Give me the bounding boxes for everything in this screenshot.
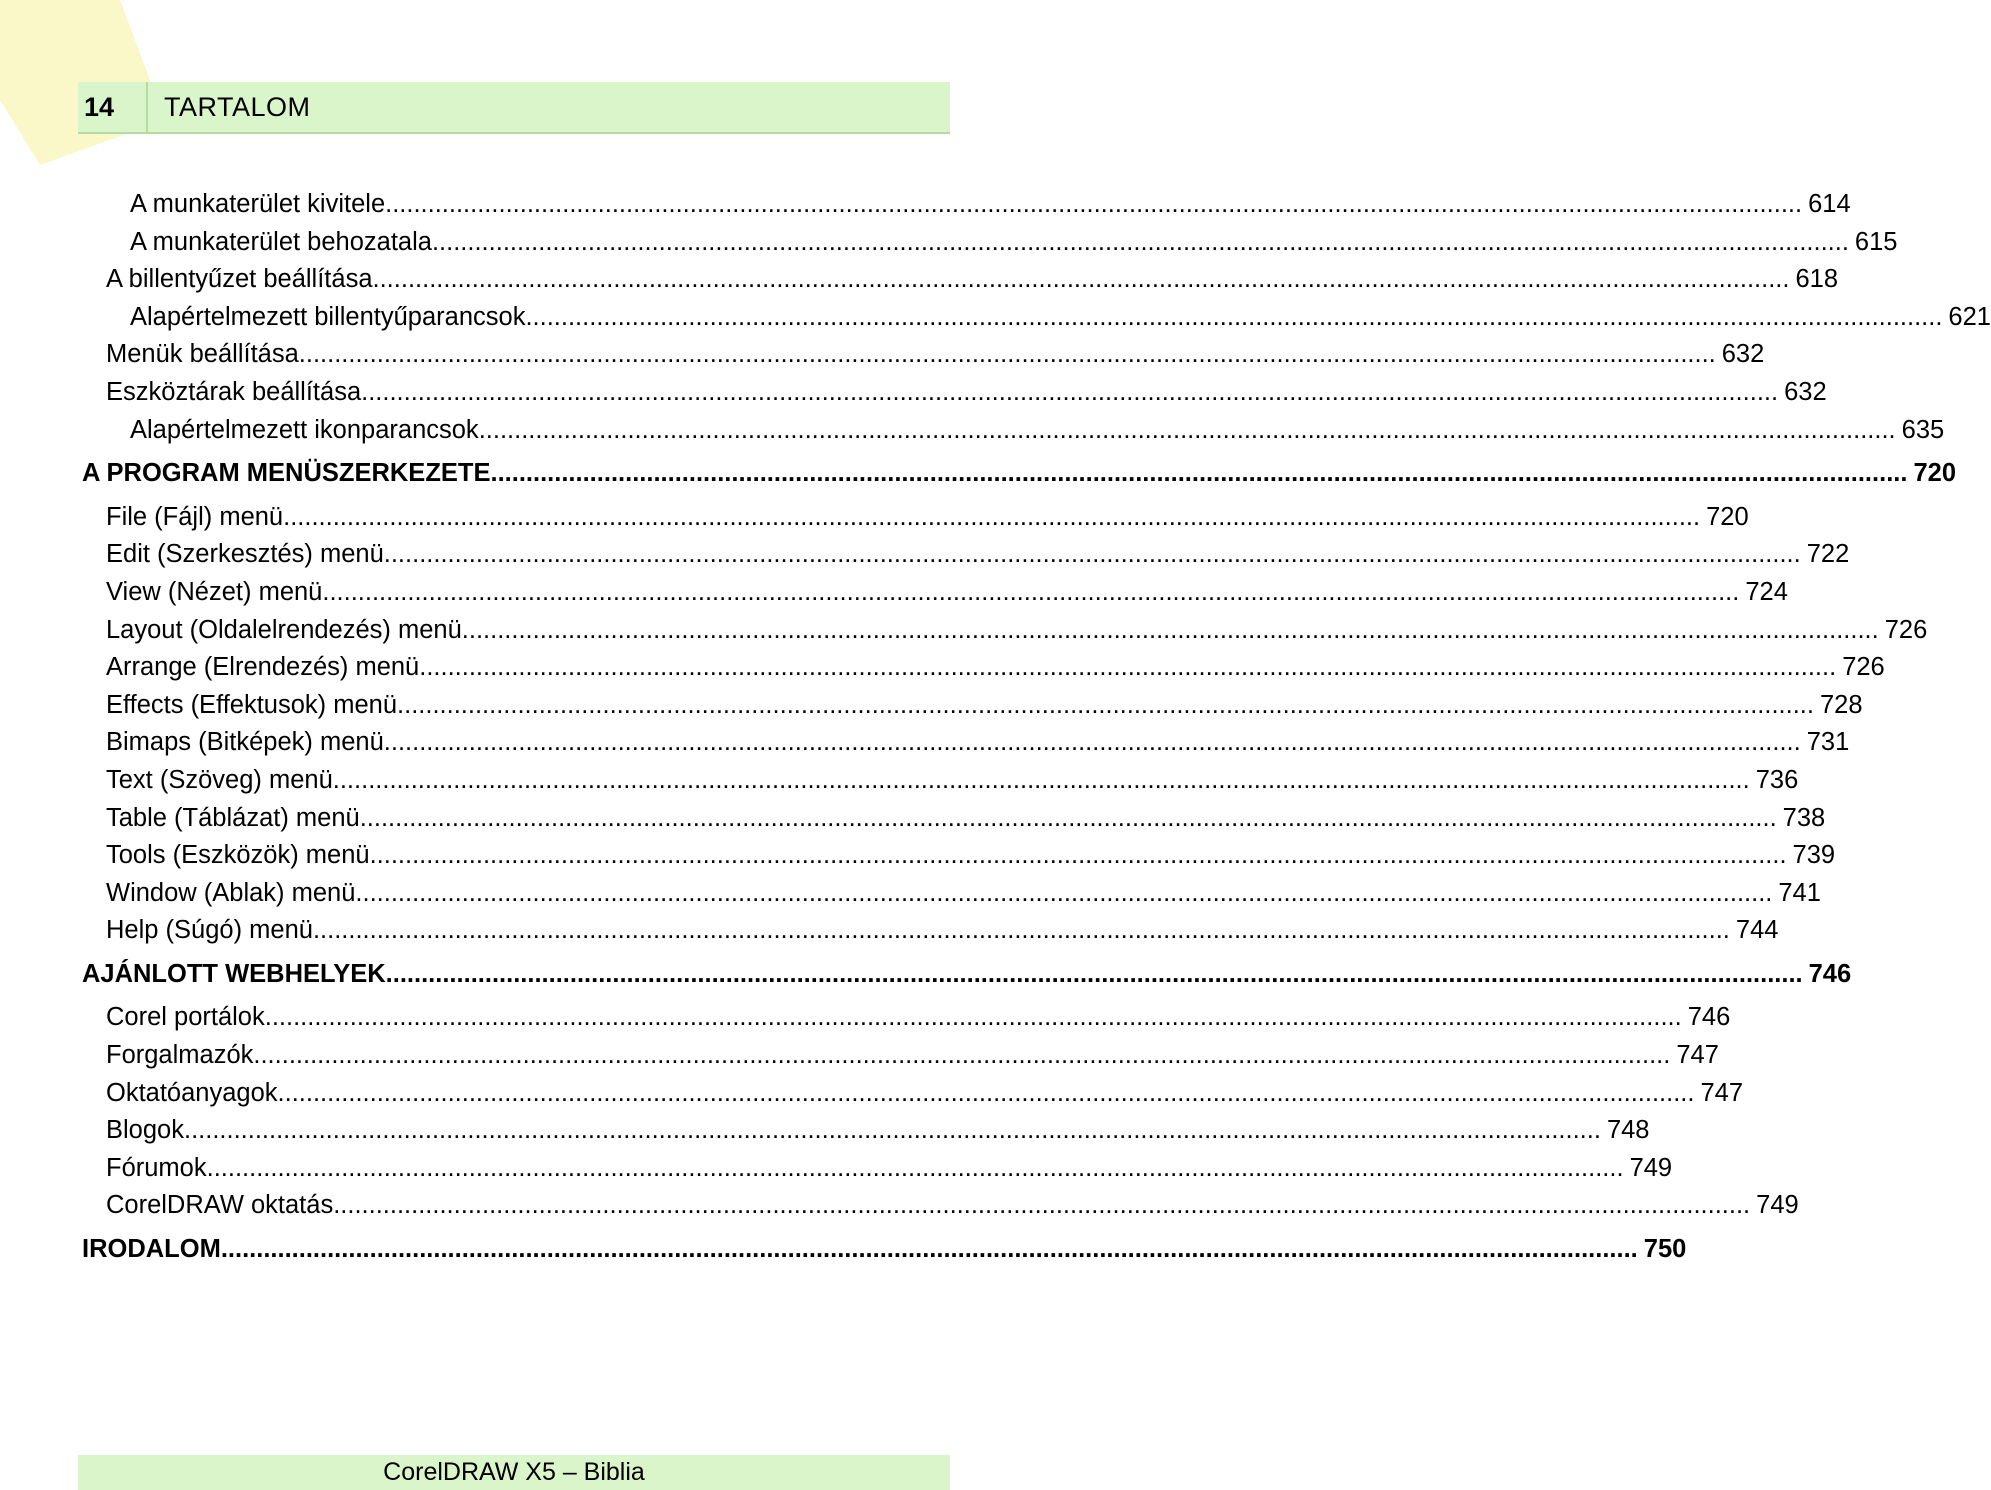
toc-entry: [0, 1037, 1719, 1075]
toc-dot-leader: ........................................................................................................................................................................................................: [431, 227, 1849, 256]
toc-dot-leader: ........................................................................................................................................................................................................: [419, 653, 1837, 682]
toc-entry: [0, 1075, 1744, 1113]
toc-entry-title: Text (Szöveg) menü: [106, 765, 333, 794]
footer-text: CorelDRAW X5 – Biblia: [383, 1458, 645, 1486]
toc-entry-page-number: 621: [1948, 302, 1991, 331]
toc-entry-page-number: 738: [1782, 803, 1826, 832]
toc-entry: [0, 837, 1836, 875]
toc-entry-title: File (Fájl) menü: [106, 502, 284, 531]
toc-dot-leader: ........................................................................................................................................................................................................: [206, 1153, 1624, 1182]
page-number: 14: [78, 82, 148, 132]
toc-entry-page-number: 750: [1643, 1235, 1687, 1264]
toc-dot-leader: ........................................................................................................................................................................................................: [264, 1003, 1682, 1032]
toc-entry-page-number: 728: [1819, 690, 1863, 719]
toc-entry-page-number: 748: [1606, 1116, 1650, 1145]
toc-entry-page-number: 749: [1756, 1191, 1799, 1220]
toc-entry-title: A PROGRAM MENÜSZERKEZETE: [82, 459, 491, 488]
toc-entry-page-number: 749: [1629, 1153, 1673, 1182]
toc-entry: [0, 912, 1779, 950]
toc-entry: [0, 724, 1850, 762]
toc-entry-page-number: 731: [1806, 728, 1850, 757]
page-header: [78, 82, 950, 134]
toc-dot-leader: ........................................................................................................................................................................................................: [220, 1235, 1638, 1264]
toc-entry: [0, 762, 1799, 800]
page-footer: [78, 1455, 950, 1490]
toc-entry-title: Eszköztárak beállítása: [106, 377, 362, 406]
toc-entry-page-number: 726: [1884, 615, 1928, 644]
toc-entry-page-number: 635: [1901, 415, 1945, 444]
toc-entry: [0, 186, 1851, 224]
toc-entry: [0, 536, 1850, 574]
toc-dot-leader: ........................................................................................................................................................................................................: [397, 690, 1814, 719]
toc-entry-title: Blogok: [106, 1116, 184, 1145]
toc-entry-title: Oktatóanyagok: [106, 1078, 278, 1107]
toc-entry-title: Menük beállítása: [106, 340, 299, 369]
toc-entry-title: Alapértelmezett ikonparancsok: [130, 415, 479, 444]
toc-entry-page-number: 722: [1806, 540, 1850, 569]
toc-dot-leader: ........................................................................................................................................................................................................: [361, 377, 1779, 406]
toc-dot-leader: ........................................................................................................................................................................................................: [383, 728, 1801, 757]
toc-entry-title: Arrange (Elrendezés) menü: [106, 653, 420, 682]
toc-entry: [0, 687, 1863, 725]
toc-entry: [0, 649, 1885, 687]
toc-entry-page-number: 736: [1755, 765, 1799, 794]
toc-entry: [0, 374, 1827, 412]
toc-entry-title: IRODALOM: [82, 1235, 221, 1264]
toc-entry: [0, 261, 1839, 299]
toc-dot-leader: ........................................................................................................................................................................................................: [298, 340, 1716, 369]
toc-entry-title: Window (Ablak) menü: [106, 878, 356, 907]
toc-entry-title: Fórumok: [106, 1153, 207, 1182]
toc-entry-page-number: 632: [1721, 340, 1765, 369]
toc-entry: [0, 336, 1765, 374]
toc-entry-title: AJÁNLOTT WEBHELYEK: [82, 959, 386, 988]
toc-entry: [0, 875, 1821, 913]
toc-section-entry: [0, 455, 1956, 493]
toc-section-entry: [0, 956, 1852, 994]
toc-dot-leader: ........................................................................................................................................................................................................: [283, 502, 1701, 531]
toc-dot-leader: ........................................................................................................................................................................................................: [359, 803, 1777, 832]
toc-entry-page-number: 720: [1913, 459, 1956, 488]
toc-dot-leader: ........................................................................................................................................................................................................: [383, 540, 1801, 569]
toc-entry-page-number: 739: [1792, 841, 1836, 870]
toc-entry: [0, 999, 1731, 1037]
toc-entry-title: Bimaps (Bitképek) menü: [106, 728, 384, 757]
toc-entry-page-number: 746: [1808, 959, 1852, 988]
header-title: TARTALOM: [164, 91, 311, 122]
toc-dot-leader: ........................................................................................................................................................................................................: [478, 415, 1896, 444]
toc-entry-page-number: 747: [1676, 1041, 1719, 1070]
toc-entry-page-number: 615: [1854, 227, 1898, 256]
toc-entry: [0, 574, 1788, 612]
toc-entry-page-number: 726: [1842, 653, 1885, 682]
toc-dot-leader: ........................................................................................................................................................................................................: [277, 1078, 1695, 1107]
toc-entry-title: Effects (Effektusok) menü: [106, 690, 398, 719]
toc-entry: [0, 499, 1749, 537]
toc-dot-leader: ........................................................................................................................................................................................................: [355, 878, 1773, 907]
toc-entry-title: Help (Súgó) menü: [106, 916, 313, 945]
toc-entry-page-number: 744: [1735, 916, 1779, 945]
toc-dot-leader: ........................................................................................................................................................................................................: [490, 459, 1908, 488]
toc-dot-leader: ........................................................................................................................................................................................................: [183, 1116, 1601, 1145]
toc-dot-leader: ........................................................................................................................................................................................................: [461, 615, 1879, 644]
toc-section-entry: [0, 1231, 1687, 1269]
toc-dot-leader: ........................................................................................................................................................................................................: [333, 1191, 1751, 1220]
toc-entry-page-number: 614: [1808, 190, 1851, 218]
toc-entry: [0, 412, 1945, 450]
toc-entry-title: A munkaterület kivitele: [130, 190, 386, 218]
toc-entry-title: CorelDRAW oktatás: [106, 1191, 334, 1220]
toc-entry-title: A munkaterület behozatala: [130, 227, 432, 256]
toc-entry-title: A billentyűzet beállítása: [106, 265, 373, 294]
toc-entry: [0, 224, 1898, 262]
table-of-contents: [0, 186, 1991, 1275]
toc-entry-page-number: 747: [1700, 1078, 1744, 1107]
toc-entry-title: Table (Táblázat) menü: [106, 803, 360, 832]
toc-entry-title: Alapértelmezett billentyűparancsok: [130, 302, 526, 331]
toc-entry: [0, 299, 1991, 337]
toc-entry-page-number: 618: [1795, 265, 1839, 294]
toc-dot-leader: ........................................................................................................................................................................................................: [525, 302, 1943, 331]
toc-entry-title: Tools (Eszközök) menü: [106, 841, 370, 870]
toc-entry-page-number: 720: [1706, 502, 1749, 531]
toc-entry-page-number: 724: [1745, 577, 1788, 606]
toc-dot-leader: ........................................................................................................................................................................................................: [369, 841, 1787, 870]
toc-entry-title: Corel portálok: [106, 1003, 265, 1032]
toc-entry: [0, 612, 1928, 650]
toc-entry-page-number: 741: [1778, 878, 1821, 907]
toc-dot-leader: ........................................................................................................................................................................................................: [372, 265, 1790, 294]
toc-entry: [0, 1150, 1673, 1188]
toc-entry-title: Edit (Szerkesztés) menü: [106, 540, 384, 569]
toc-entry-title: Layout (Oldalelrendezés) menü: [106, 615, 462, 644]
toc-dot-leader: ........................................................................................................................................................................................................: [322, 577, 1740, 606]
toc-dot-leader: ........................................................................................................................................................................................................: [312, 916, 1730, 945]
toc-dot-leader: ........................................................................................................................................................................................................: [332, 765, 1750, 794]
toc-entry: [0, 1187, 1799, 1225]
toc-entry: [0, 1112, 1650, 1150]
toc-entry-title: View (Nézet) menü: [106, 577, 323, 606]
toc-dot-leader: ........................................................................................................................................................................................................: [385, 959, 1803, 988]
toc-dot-leader: ........................................................................................................................................................................................................: [385, 190, 1803, 218]
toc-entry-page-number: 746: [1687, 1003, 1731, 1032]
toc-entry-title: Forgalmazók: [106, 1041, 254, 1070]
toc-entry: [0, 800, 1826, 838]
toc-entry-page-number: 632: [1784, 377, 1827, 406]
toc-dot-leader: ........................................................................................................................................................................................................: [253, 1041, 1671, 1070]
